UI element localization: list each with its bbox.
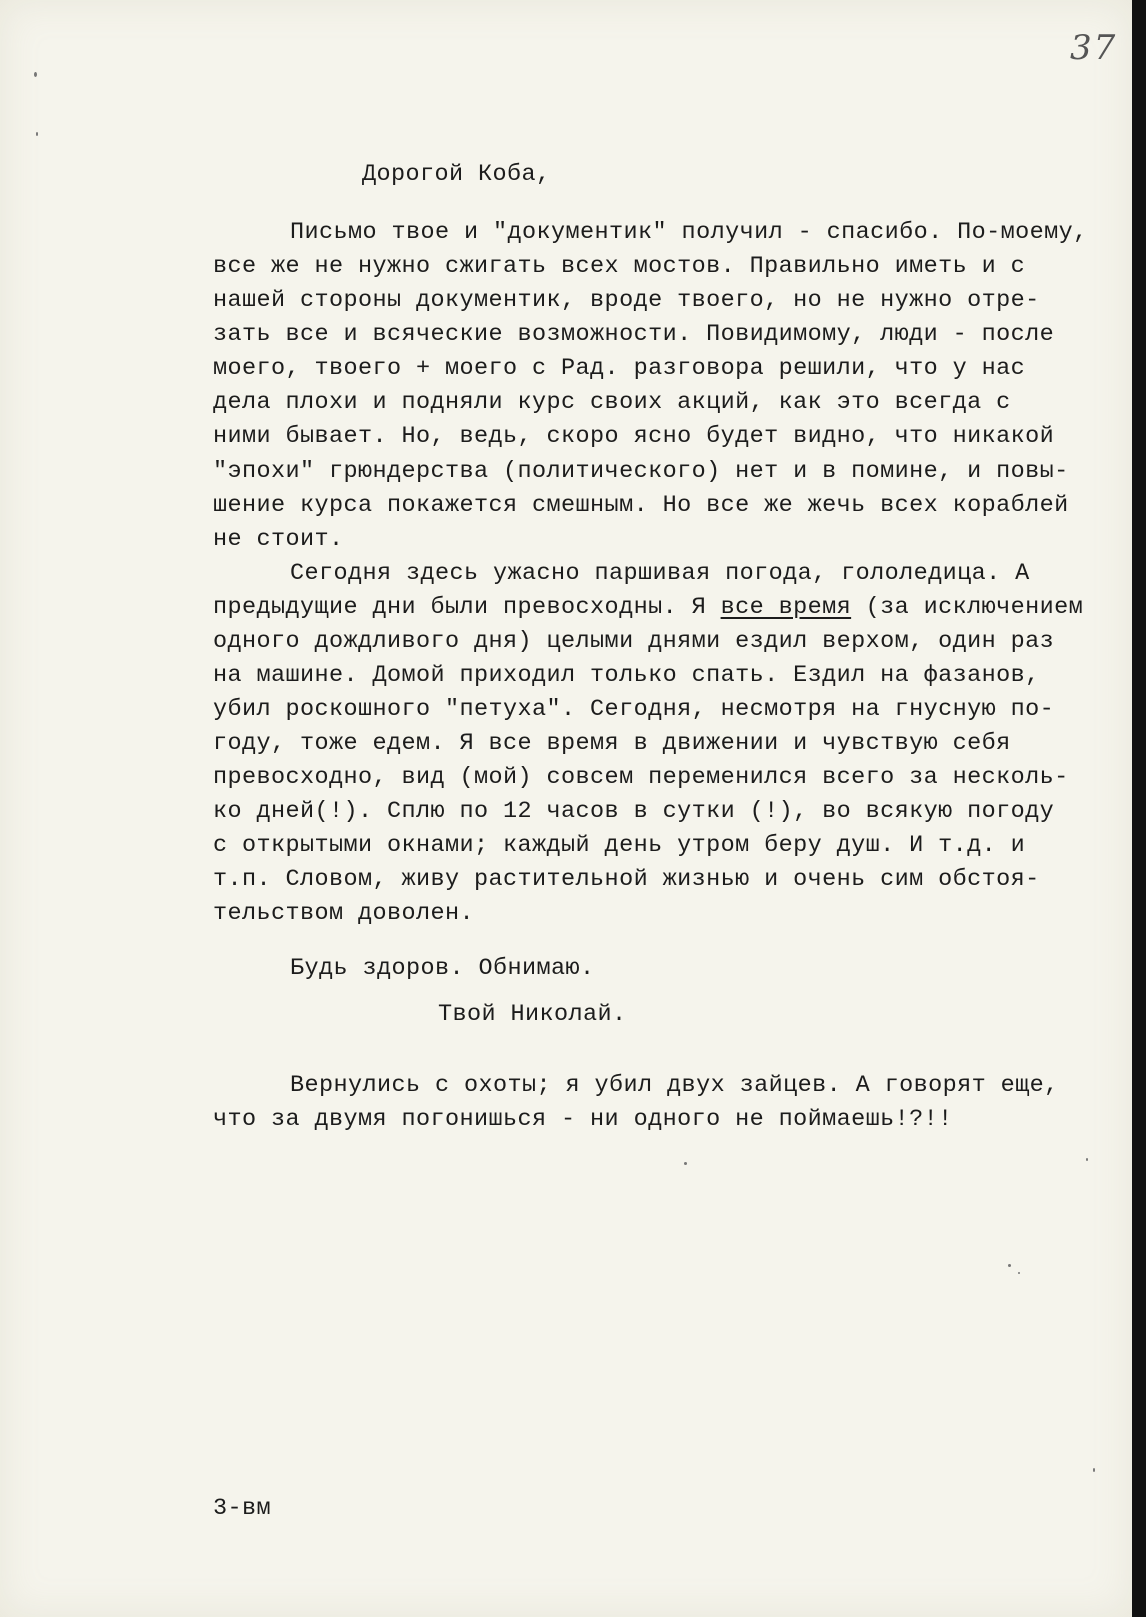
paragraph2-line: на машине. Домой приходил только спать. Ездил на фазанов, [213, 662, 1040, 689]
paragraph1-line: Письмо твое и "документик" получил - спасибо. По-моему, [290, 219, 1088, 246]
postscript-line: что за двумя погонишься - ни одного не поймаешь!?!! [213, 1106, 953, 1133]
paragraph2-line: Сегодня здесь ужасно паршивая погода, гололедица. А [290, 560, 1030, 587]
page-number: 37 [1070, 28, 1118, 68]
paragraph2-line: ко дней(!). Сплю по 12 часов в сутки (!), во всякую погоду [213, 798, 1055, 825]
paragraph1-line: нашей стороны документик, вроде твоего, но не нужно отре- [213, 287, 1040, 314]
closing: Будь здоров. Обнимаю. [290, 955, 595, 982]
paper-speck [1008, 1264, 1011, 1267]
paragraph2-line: с открытыми окнами; каждый день утром беру душ. И т.д. и [213, 832, 1026, 859]
paragraph1-line: все же не нужно сжигать всех мостов. Правильно иметь и с [213, 253, 1026, 280]
paragraph1-line: зать все и всяческие возможности. Повидимому, люди - после [213, 321, 1055, 348]
paper-speck [684, 1162, 687, 1165]
scan-edge [1132, 0, 1146, 1617]
paper-speck [36, 132, 38, 136]
text-before-underline: предыдущие дни были превосходны. Я [213, 594, 721, 621]
paragraph2-line: т.п. Словом, живу растительной жизнью и очень сим обстоя- [213, 866, 1040, 893]
signature: Твой Николай. [438, 1001, 627, 1028]
paragraph2-line: тельством доволен. [213, 900, 475, 927]
postscript-line: Вернулись с охоты; я убил двух зайцев. А говорят еще, [290, 1072, 1059, 1099]
paragraph1-line: моего, твоего + моего с Рад. разговора решили, что у нас [213, 355, 1026, 382]
salutation: Дорогой Коба, [362, 161, 551, 188]
underlined-phrase: все время [720, 594, 852, 621]
paragraph1-line: шение курса покажется смешным. Но все же жечь всех кораблей [213, 492, 1069, 519]
paper-speck [34, 72, 37, 77]
paragraph2-line: превосходно, вид (мой) совсем переменился всего за несколь- [213, 764, 1069, 791]
paragraph1-line: дела плохи и подняли курс своих акций, как это всегда с [213, 389, 1011, 416]
paper-speck [1093, 1468, 1095, 1472]
paper-speck [1018, 1272, 1020, 1274]
paragraph1-line: не стоит. [213, 526, 344, 553]
text-after-underline: (за исключением [851, 594, 1084, 621]
paragraph2-line: убил роскошного "петуха". Сегодня, несмотря на гнусную по- [213, 696, 1055, 723]
paragraph1-line: "эпохи" грюндерства (политического) нет и в помине, и повы- [213, 458, 1069, 485]
paragraph2-line: году, тоже едем. Я все время в движении и чувствую себя [213, 730, 1011, 757]
paragraph2-line-with-underline [213, 596, 1083, 620]
paragraph1-line: ними бывает. Но, ведь, скоро ясно будет видно, что никакой [213, 423, 1055, 450]
paragraph2-line: одного дождливого дня) целыми днями ездил верхом, один раз [213, 628, 1055, 655]
footer-code: 3-вм [213, 1495, 272, 1522]
paper-speck [1086, 1158, 1088, 1161]
